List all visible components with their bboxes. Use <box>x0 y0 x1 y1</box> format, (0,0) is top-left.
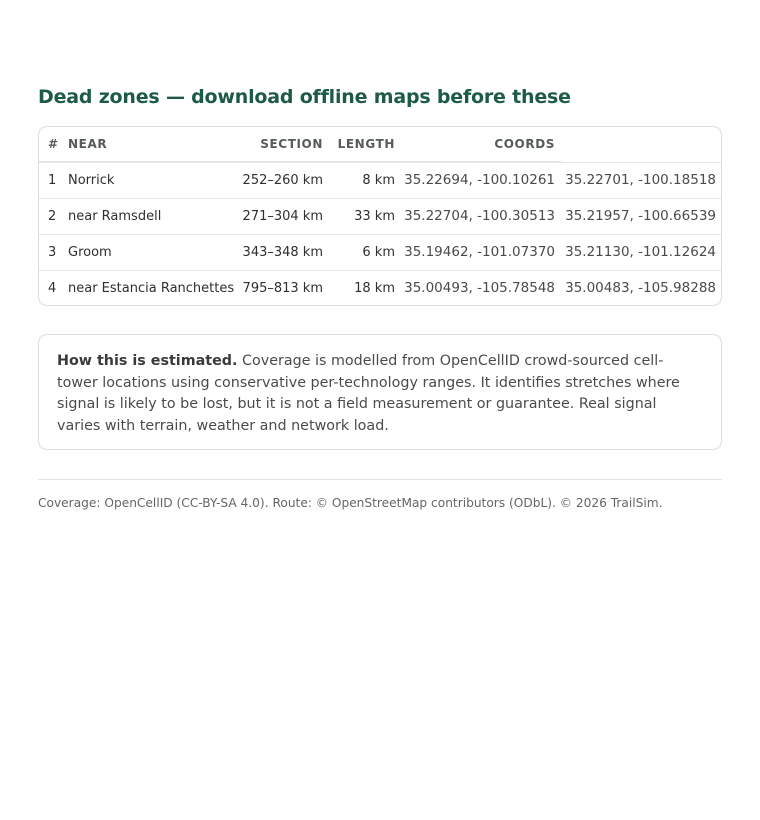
row-section: 795–813 km <box>242 281 323 296</box>
dead-zones-table <box>38 126 722 306</box>
note-lead: How this is estimated. <box>57 353 238 369</box>
table-row <box>39 198 721 234</box>
header-near: NEAR <box>68 137 108 151</box>
header-length: LENGTH <box>337 137 395 151</box>
header-section: SECTION <box>260 137 323 151</box>
table-header <box>39 127 721 162</box>
footer-divider <box>38 479 722 480</box>
row-length: 6 km <box>362 245 395 260</box>
row-num: 4 <box>48 281 57 296</box>
note-body: Coverage is modelled from OpenCellID crowd-sourced cell-tower locations using conservative per-technology ranges. It identifies stretches where signal is likely to be lost, but it is not a field measurement or guarantee. Real signal varies with terrain, weather and network load. <box>57 353 680 434</box>
row-end-coords: 35.21130, -101.12624 <box>565 244 716 260</box>
table-row <box>39 162 721 198</box>
page-title: Dead zones — download offline maps before these <box>38 86 571 108</box>
row-start-coords: 35.22704, -100.30513 <box>404 208 555 224</box>
row-end-coords: 35.21957, -100.66539 <box>565 208 716 224</box>
row-length: 8 km <box>362 173 395 188</box>
row-section: 271–304 km <box>242 209 323 224</box>
row-num: 3 <box>48 245 57 260</box>
row-num: 1 <box>48 173 57 188</box>
row-near: Groom <box>68 245 112 260</box>
row-start-coords: 35.00493, -105.78548 <box>404 280 555 296</box>
row-start-coords: 35.22694, -100.10261 <box>404 172 555 188</box>
row-near: near Ramsdell <box>68 209 162 224</box>
table-row <box>39 234 721 270</box>
row-near: near Estancia Ranchettes <box>68 281 235 296</box>
row-section: 252–260 km <box>242 173 323 188</box>
row-near: Norrick <box>68 173 115 188</box>
row-end-coords: 35.22701, -100.18518 <box>565 172 716 188</box>
estimation-note <box>38 334 722 450</box>
row-end-coords: 35.00483, -105.98288 <box>565 280 716 296</box>
attribution-footer: Coverage: OpenCellID (CC-BY-SA 4.0). Route: © OpenStreetMap contributors (ODbL). © 2026 TrailSim. <box>38 496 663 510</box>
row-section: 343–348 km <box>242 245 323 260</box>
header-num: # <box>48 137 59 151</box>
row-length: 18 km <box>354 281 395 296</box>
header-coords: COORDS <box>494 137 555 151</box>
table-row <box>39 270 721 306</box>
row-length: 33 km <box>354 209 395 224</box>
row-num: 2 <box>48 209 57 224</box>
row-start-coords: 35.19462, -101.07370 <box>404 244 555 260</box>
